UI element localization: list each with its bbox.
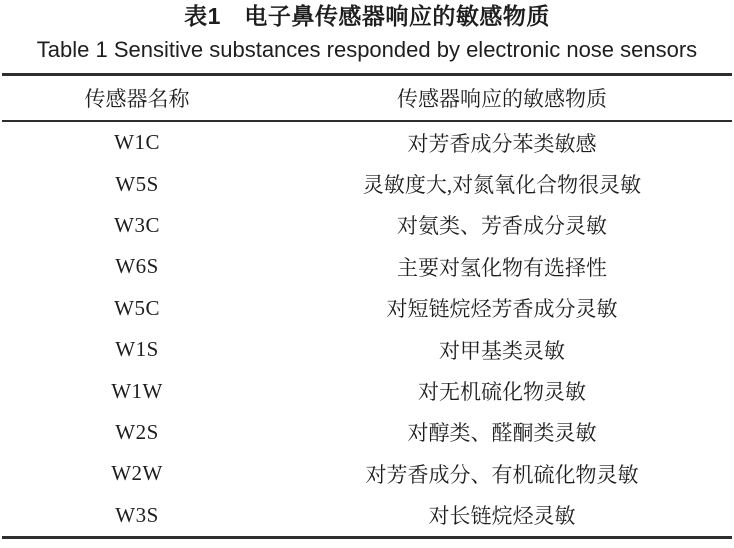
sensor-substance-table <box>2 73 732 539</box>
substance-cell: 对无机硫化物灵敏 <box>418 380 587 405</box>
sensor-name-cell: W1W <box>111 378 163 403</box>
table-row <box>2 412 732 453</box>
sensor-name-cell: W3C <box>114 212 160 237</box>
column-header-substance: 传感器响应的敏感物质 <box>272 75 732 122</box>
table-row <box>2 121 732 163</box>
table-header-row <box>2 75 732 122</box>
substance-cell: 对甲基类灵敏 <box>439 338 566 363</box>
substance-cell: 主要对氢化物有选择性 <box>397 255 608 280</box>
sensor-name-cell: W1C <box>114 130 160 155</box>
table-row <box>2 453 732 494</box>
sensor-name-cell: W6S <box>115 254 159 279</box>
sensor-name-cell: W5S <box>115 171 159 196</box>
sensor-name-cell: W1S <box>115 337 159 362</box>
substance-cell: 对芳香成分苯类敏感 <box>407 131 597 156</box>
substance-cell: 对长链烷烃灵敏 <box>428 504 576 529</box>
table-row <box>2 370 732 411</box>
table-row <box>2 163 732 204</box>
table-title-english: Table 1 Sensitive substances responded by electronic nose sensors <box>36 37 698 62</box>
sensor-name-cell: W5C <box>114 295 160 320</box>
table-row <box>2 495 732 538</box>
table-title-chinese: 表1 电子鼻传感器响应的敏感物质 <box>184 3 550 29</box>
substance-cell: 对短链烷烃芳香成分灵敏 <box>386 297 618 322</box>
sensor-name-cell: W2S <box>115 419 159 444</box>
table-row <box>2 288 732 329</box>
substance-cell: 灵敏度大,对氮氧化合物很灵敏 <box>362 173 642 198</box>
substance-cell: 对芳香成分、有机硫化物灵敏 <box>365 462 639 487</box>
table-row <box>2 329 732 370</box>
sensor-name-cell: W3S <box>115 502 159 527</box>
substance-cell: 对醇类、醛酮类灵敏 <box>407 421 597 446</box>
substance-cell: 对氨类、芳香成分灵敏 <box>397 214 608 239</box>
table-row <box>2 246 732 287</box>
column-header-sensor-name: 传感器名称 <box>2 75 272 122</box>
table-row <box>2 205 732 246</box>
sensor-name-cell: W2W <box>111 461 163 486</box>
